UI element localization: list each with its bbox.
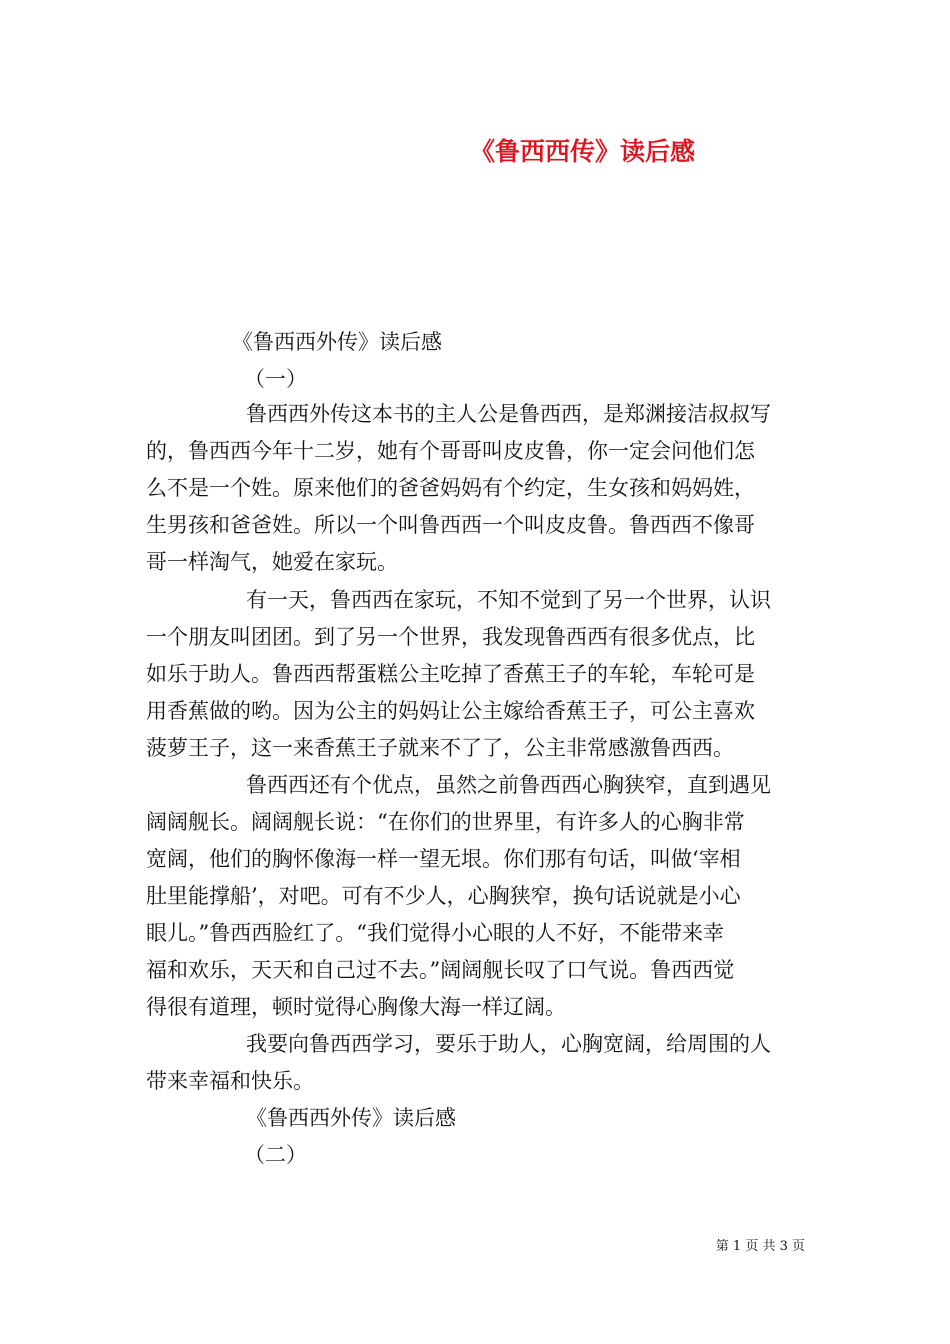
document-title: 《鲁西西传》读后感 xyxy=(470,137,696,166)
paragraph-line: 肚里能撑船’，对吧。可有不少人，心胸狭窄，换句话说就是小心 xyxy=(146,884,741,908)
paragraph-line: 得很有道理，顿时觉得心胸像大海一样辽阔。 xyxy=(146,995,566,1019)
paragraph-line: 鲁西西外传这本书的主人公是鲁西西，是郑渊接洁叔叔写 xyxy=(246,402,771,426)
section-number-2: （二） xyxy=(244,1143,307,1167)
paragraph-line: 福和欢乐，天天和自己过不去。”阔阔舰长叹了口气说。鲁西西觉 xyxy=(146,958,735,982)
paragraph-line: 如乐于助人。鲁西西帮蛋糕公主吃掉了香蕉王子的车轮，车轮可是 xyxy=(146,662,755,686)
paragraph-line: 的，鲁西西今年十二岁，她有个哥哥叫皮皮鲁，你一定会问他们怎 xyxy=(146,439,755,463)
section-number-1: （一） xyxy=(244,367,307,391)
paragraph-line: 哥一样淘气，她爱在家玩。 xyxy=(146,550,398,574)
paragraph-line: 鲁西西还有个优点，虽然之前鲁西西心胸狭窄，直到遇见 xyxy=(246,773,771,797)
paragraph-line: 么不是一个姓。原来他们的爸爸妈妈有个约定，生女孩和妈妈姓， xyxy=(146,476,755,500)
paragraph-line: 用香蕉做的哟。因为公主的妈妈让公主嫁给香蕉王子，可公主喜欢 xyxy=(146,699,755,723)
paragraph-line: 生男孩和爸爸姓。所以一个叫鲁西西一个叫皮皮鲁。鲁西西不像哥 xyxy=(146,513,755,537)
paragraph-line: 宽阔，他们的胸怀像海一样一望无垠。你们那有句话，叫做‘宰相 xyxy=(146,847,741,871)
paragraph-line: 有一天，鲁西西在家玩，不知不觉到了另一个世界，认识 xyxy=(246,588,771,612)
section-heading-2: 《鲁西西外传》读后感 xyxy=(246,1106,456,1130)
paragraph-line: 带来幸福和快乐。 xyxy=(146,1069,314,1093)
section-heading-1: 《鲁西西外传》读后感 xyxy=(232,330,442,354)
paragraph-line: 菠萝王子，这一来香蕉王子就来不了了，公主非常感激鲁西西。 xyxy=(146,736,734,760)
paragraph-line: 我要向鲁西西学习，要乐于助人，心胸宽阔，给周围的人 xyxy=(246,1032,771,1056)
page-footer: 第 1 页 共 3 页 xyxy=(715,1239,805,1254)
paragraph-line: 阔阔舰长。阔阔舰长说：“在你们的世界里，有许多人的心胸非常 xyxy=(146,810,745,834)
paragraph-line: 眼儿。”鲁西西脸红了。“我们觉得小心眼的人不好，不能带来幸 xyxy=(146,921,724,945)
paragraph-line: 一个朋友叫团团。到了另一个世界，我发现鲁西西有很多优点，比 xyxy=(146,625,755,649)
